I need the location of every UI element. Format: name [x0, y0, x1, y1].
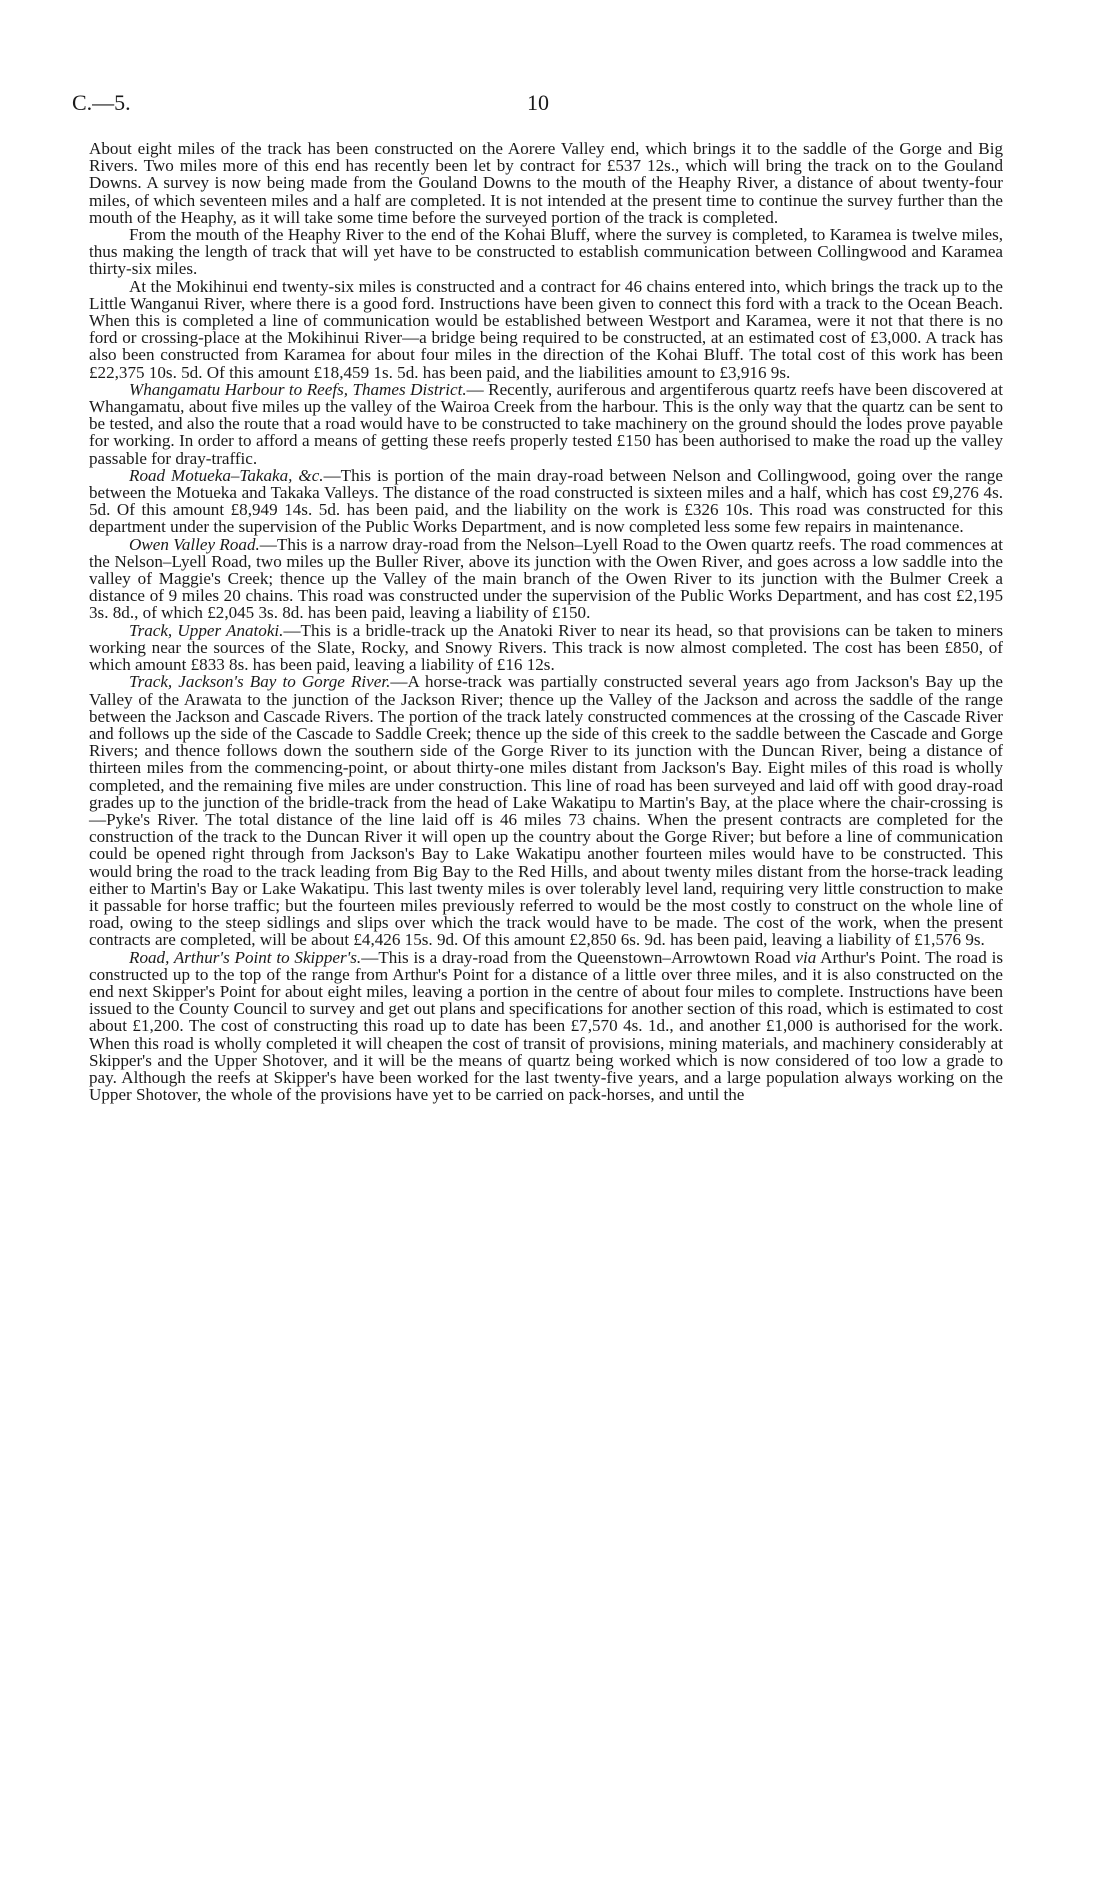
- paragraph-text: —This is a narrow dray-road from the Nelson–Lyell Road to the Owen quartz reefs. The road commences at the Nelson–Lyell Road, two miles up the Buller River, above its junction with the Owen River, and goes across a low saddle into the valley of Maggie's Creek; thence up the Valley of the main branch of the Owen River to its junction with the Bulmer Creek a distance of 9 miles 20 chains. This road was constructed under the supervision of the Public Works Department, and has cost £2,195 3s. 8d., of which £2,045 3s. 8d. has been paid, leaving a liability of £150.: [89, 534, 1003, 623]
- paragraph-jacksons-bay: [89, 673, 1003, 948]
- paragraph-text: —This is portion of the main dray-road between Nelson and Collingwood, going over the range between the Motueka and Takaka Valleys. The distance of the road constructed is sixteen miles and a half, which has cost £9,276 4s. 5d. Of this amount £8,949 14s. 5d. has been paid, and the liability on the work is £326 10s. This road was constructed for this department under the supervision of the Public Works Department, and is now completed less some few repairs in maintenance.: [89, 465, 1003, 537]
- page-number: 10: [527, 90, 549, 115]
- paragraph-text: Arthur's Point. The road is constructed up to the top of the range from Arthur's Point for a distance of a little over three miles, and it is also constructed on the end next Skipper's Point for about eight miles, leaving a portion in the centre of about four miles to complete. Instructions have been issued to the County Council to survey and get out plans and specifications for another section of this road, which is estimated to cost about £1,200. The cost of constructing this road up to date has been £7,570 4s. 1d., and another £1,000 is authorised for the work. When this road is wholly completed it will cheapen the cost of transit of provisions, mining materials, and machinery considerably at Skipper's and the Upper Shotover, and it will be the means of quartz being worked which is now considered of too low a grade to pay. Although the reefs at Skipper's have been worked for the last twenty-five years, and a large population always working on the Upper Shotover, the whole of the provisions have yet to be carried on pack-horses, and until the: [89, 947, 1003, 1105]
- document-reference: C.—5.: [72, 90, 131, 115]
- paragraph-text: —This is a bridle-track up the Anatoki River to near its head, so that provisions can be taken to miners working near the sources of the Slate, Rocky, and Snowy Rivers. This track is now almost completed. The cost has been £850, of which amount £833 8s. has been paid, leaving a liability of £16 12s.: [89, 620, 1003, 675]
- section-heading: Road, Arthur's Point to Skipper's.: [129, 947, 362, 967]
- paragraph-text: —A horse-track was partially constructed several years ago from Jackson's Bay up the Valley of the Arawata to the junction of the Jackson River; thence up the Valley of the Jackson and across the saddle of the range between the Jackson and Cascade Rivers. The portion of the track lately constructed commences at the crossing of the Cascade River and follows up the side of the Cascade to Saddle Creek; thence up the side of this creek to the saddle between the Cascade and Gorge Rivers; and thence follows down the southern side of the Gorge River to its junction with the Duncan River, being a distance of thirteen miles from the commencing-point, or about thirty-one miles distant from Jackson's Bay. Eight miles of this road is wholly completed, and the remaining five miles are under construction. This line of road has been surveyed and laid off with good dray-road grades up to the junction of the bridle-track from the head of Lake Wakatipu to Martin's Bay, at the place where the chair-crossing is—Pyke's River. The total distance of the line laid off is 46 miles 73 chains. When the present contracts are completed for the construction of the track to the Duncan River it will open up the country about the Gorge River; but before a line of communication could be opened right through from Jackson's Bay to Lake Wakatipu another fourteen miles would have to be constructed. This would bring the road to the track leading from Big Bay to the Red Hills, and about twenty miles distant from the horse-track leading either to Martin's Bay or Lake Wakatipu. This last twenty miles is over tolerably level land, requiring very little construction to make it passable for horse traffic; but the fourteen miles previously referred to would be the most costly to construct on the whole line of road, owing to the steep sidlings and slips over which the track would have to be made. The cost of the work, when the present contracts are completed, will be about £4,426 15s. 9d. Of this amount £2,850 6s. 9d. has been paid, leaving a liability of £1,576 9s.: [89, 672, 1003, 950]
- paragraph-text: — Recently, auriferous and argentiferous quartz reefs have been discovered at Whangamatu, about five miles up the valley of the Wairoa Creek from the harbour. This is the only way that the quartz can be sent to be tested, and also the route that a road would have to be constructed to take machinery on the ground should the lodes prove payable for working. In order to afford a means of getting these reefs properly tested £150 has been authorised to make the road up the valley passable for dray-traffic.: [89, 379, 1003, 468]
- section-heading: Track, Upper Anatoki.: [129, 620, 284, 640]
- section-heading: Track, Jackson's Bay to Gorge River.: [129, 672, 391, 692]
- paragraph-owen-valley: [89, 536, 1003, 622]
- paragraph-aorere-track: [89, 140, 1003, 226]
- section-heading: Road Motueka–Takaka, &c.: [129, 465, 324, 485]
- section-heading: Owen Valley Road.: [129, 534, 260, 554]
- via-italic: via: [795, 947, 817, 967]
- section-heading: Whangamatu Harbour to Reefs, Thames District.: [129, 379, 467, 399]
- paragraph-mokihinui: [89, 278, 1003, 381]
- paragraph-upper-anatoki: [89, 622, 1003, 674]
- paragraph-whangamatu: [89, 381, 1003, 467]
- paragraph-text: From the mouth of the Heaphy River to the end of the Kohai Bluff, where the survey is completed, to Karamea is twelve miles, thus making the length of track that will yet have to be constructed to establish communication between Collingwood and Karamea thirty-six miles.: [89, 225, 1003, 279]
- paragraph-text: —This is a dray-road from the Queenstown–Arrowtown Road: [361, 947, 796, 967]
- paragraph-arthurs-point: [89, 949, 1003, 1104]
- paragraph-text: About eight miles of the track has been constructed on the Aorere Valley end, which brings it to the saddle of the Gorge and Big Rivers. Two miles more of this end has recently been let by contract for £537 12s., which will bring the track on to the Gouland Downs. A survey is now being made from the Gouland Downs to the mouth of the Heaphy River, a distance of about twenty-four miles, of which seventeen miles and a half are completed. It is not intended at the present time to continue the survey further than the mouth of the Heaphy, as it will take some time before the surveyed portion of the track is completed.: [89, 139, 1003, 227]
- paragraph-text: At the Mokihinui end twenty-six miles is constructed and a contract for 46 chains entered into, which brings the track up to the Little Wanganui River, where there is a good ford. Instructions have been given to connect this ford with a track to the Ocean Beach. When this is completed a line of communication would be established between Westport and Karamea, were it not that there is no ford or crossing-place at the Mokihinui River—a bridge being required to be constructed, at an estimated cost of £3,000. A track has also been constructed from Karamea for about four miles in the direction of the Kohai Bluff. The total cost of this work has been £22,375 10s. 5d. Of this amount £18,459 1s. 5d. has been paid, and the liabilities amount to £3,916 9s.: [89, 276, 1003, 382]
- paragraph-motueka-takaka: [89, 467, 1003, 536]
- document-body: [89, 140, 1003, 1103]
- paragraph-heaphy-river: [89, 226, 1003, 278]
- page-header: [72, 88, 1042, 118]
